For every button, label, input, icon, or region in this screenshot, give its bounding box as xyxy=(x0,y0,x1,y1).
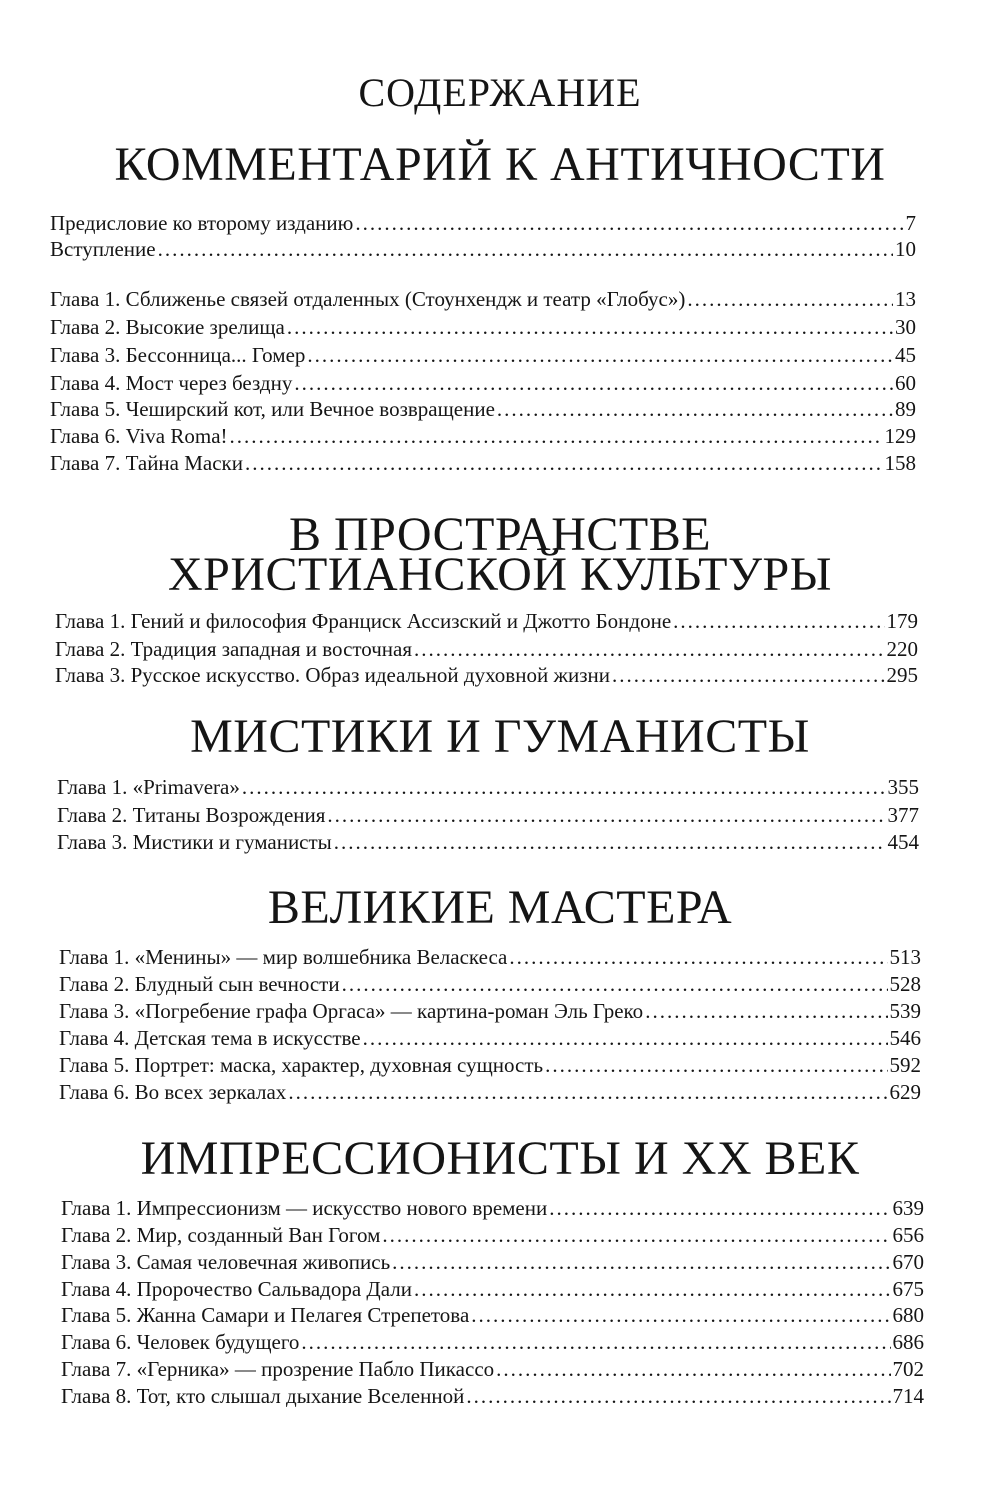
entry-page: 45 xyxy=(895,343,916,367)
entry-title: Глава 7. «Герника» — прозрение Пабло Пикассо xyxy=(61,1357,495,1381)
toc-entry xyxy=(55,636,918,662)
entry-page: 656 xyxy=(892,1223,924,1247)
entry-title: Глава 6. Во всех зеркалах xyxy=(59,1080,287,1104)
toc-entry xyxy=(59,944,921,970)
toc-entry xyxy=(61,1329,924,1355)
entry-page: 454 xyxy=(887,830,919,854)
entry-title: Глава 3. Русское искусство. Образ идеальной духовной жизни xyxy=(55,663,610,687)
entry-title: Глава 5. Жанна Самари и Пелагея Стрепетова xyxy=(61,1303,470,1327)
entry-page: 158 xyxy=(884,451,916,475)
section-title-christian-culture-line1: В ПРОСТРАНСТВЕ xyxy=(288,508,712,561)
section-title-christian-culture-line2: ХРИСТИАНСКОЙ КУЛЬТУРЫ xyxy=(167,548,832,601)
entry-title: Глава 2. Мир, созданный Ван Гогом xyxy=(61,1223,381,1247)
section-title-mystics: МИСТИКИ И ГУМАНИСТЫ xyxy=(190,710,810,763)
section-title-impressionists: ИМПРЕССИОНИСТЫ И XX ВЕК xyxy=(140,1132,860,1185)
toc-entry xyxy=(61,1222,924,1248)
section-title-great-masters: ВЕЛИКИЕ МАСТЕРА xyxy=(267,881,733,934)
toc-entry-preface xyxy=(50,210,916,236)
entry-page: 670 xyxy=(892,1250,924,1274)
entry-page: 60 xyxy=(895,371,916,395)
entry-page: 377 xyxy=(887,803,919,827)
entry-title: Вступление xyxy=(50,237,156,261)
toc-entry xyxy=(59,1052,921,1078)
entry-title: Глава 6. Человек будущего xyxy=(61,1330,300,1354)
page-title: СОДЕРЖАНИЕ xyxy=(358,70,642,115)
toc-entry xyxy=(55,608,918,634)
entry-title: Глава 8. Тот, кто слышал дыхание Вселенной xyxy=(61,1384,465,1408)
entry-page: 89 xyxy=(895,397,916,421)
toc-entry xyxy=(57,802,919,828)
toc-entry xyxy=(59,998,921,1024)
toc-entry xyxy=(50,342,916,368)
toc-entry-introduction xyxy=(50,236,916,262)
entry-page: 13 xyxy=(895,287,916,311)
entry-title: Глава 3. Самая человечная живопись xyxy=(61,1250,391,1274)
entry-page: 10 xyxy=(895,237,916,261)
toc-entry xyxy=(59,1079,921,1105)
entry-title: Глава 1. Сближенье связей отдаленных (Стоунхендж и театр «Глобус») xyxy=(50,287,686,311)
entry-page: 680 xyxy=(892,1303,924,1327)
entry-page: 686 xyxy=(892,1330,924,1354)
toc-entry xyxy=(50,370,916,396)
toc-entry xyxy=(61,1276,924,1302)
entry-title: Глава 7. Тайна Маски xyxy=(50,451,243,475)
entry-page: 30 xyxy=(895,315,916,339)
entry-page: 129 xyxy=(884,424,916,448)
entry-title: Глава 6. Viva Roma! xyxy=(50,424,228,448)
toc-entry xyxy=(50,314,916,340)
toc-entry xyxy=(59,1025,921,1051)
entry-title: Глава 3. Бессонница... Гомер xyxy=(50,343,306,367)
section-title-antiquity: КОММЕНТАРИЙ К АНТИЧНОСТИ xyxy=(114,138,886,191)
entry-page: 513 xyxy=(889,945,921,969)
entry-title: Глава 1. Импрессионизм — искусство нового времени xyxy=(61,1196,548,1220)
toc-entry xyxy=(50,286,916,312)
entry-page: 629 xyxy=(889,1080,921,1104)
entry-page: 295 xyxy=(886,663,918,687)
entry-title: Глава 3. Мистики и гуманисты xyxy=(57,830,332,854)
toc-entry xyxy=(50,396,916,422)
entry-title: Глава 2. Высокие зрелища xyxy=(50,315,285,339)
entry-page: 639 xyxy=(892,1196,924,1220)
entry-title: Глава 1. «Менины» — мир волшебника Веласкеса xyxy=(59,945,508,969)
entry-title: Глава 1. Гений и философия Франциск Ассизский и Джотто Бондоне xyxy=(55,609,672,633)
entry-page: 7 xyxy=(905,211,916,235)
entry-page: 355 xyxy=(887,775,919,799)
entry-title: Глава 4. Пророчество Сальвадора Дали xyxy=(61,1277,412,1301)
entry-page: 179 xyxy=(886,609,918,633)
toc-entry xyxy=(57,829,919,855)
entry-page: 220 xyxy=(886,637,918,661)
toc-entry xyxy=(61,1356,924,1382)
entry-title: Предисловие ко второму изданию xyxy=(50,211,354,235)
entry-title: Глава 5. Чеширский кот, или Вечное возвращение xyxy=(50,397,495,421)
entry-title: Глава 4. Детская тема в искусстве xyxy=(59,1026,361,1050)
entry-page: 546 xyxy=(889,1026,921,1050)
toc-entry xyxy=(61,1195,924,1221)
entry-page: 702 xyxy=(892,1357,924,1381)
entry-title: Глава 3. «Погребение графа Оргаса» — картина-роман Эль Греко xyxy=(59,999,644,1023)
toc-entry xyxy=(61,1249,924,1275)
entry-title: Глава 2. Традиция западная и восточная xyxy=(55,637,413,661)
entry-page: 539 xyxy=(889,999,921,1023)
toc-entry xyxy=(59,971,921,997)
entry-page: 675 xyxy=(892,1277,924,1301)
toc-entry xyxy=(61,1383,924,1409)
entry-page: 592 xyxy=(889,1053,921,1077)
toc-entry xyxy=(55,662,918,688)
entry-page: 714 xyxy=(892,1384,924,1408)
entry-title: Глава 2. Блудный сын вечности xyxy=(59,972,340,996)
entry-title: Глава 1. «Primavera» xyxy=(57,775,240,799)
toc-entry xyxy=(61,1302,924,1328)
entry-title: Глава 5. Портрет: маска, характер, духовная сущность xyxy=(59,1053,544,1077)
entry-page: 528 xyxy=(889,972,921,996)
toc-entry xyxy=(50,450,916,476)
entry-title: Глава 4. Мост через бездну xyxy=(50,371,293,395)
toc-entry xyxy=(50,423,916,449)
toc-entry xyxy=(57,774,919,800)
entry-title: Глава 2. Титаны Возрождения xyxy=(57,803,326,827)
